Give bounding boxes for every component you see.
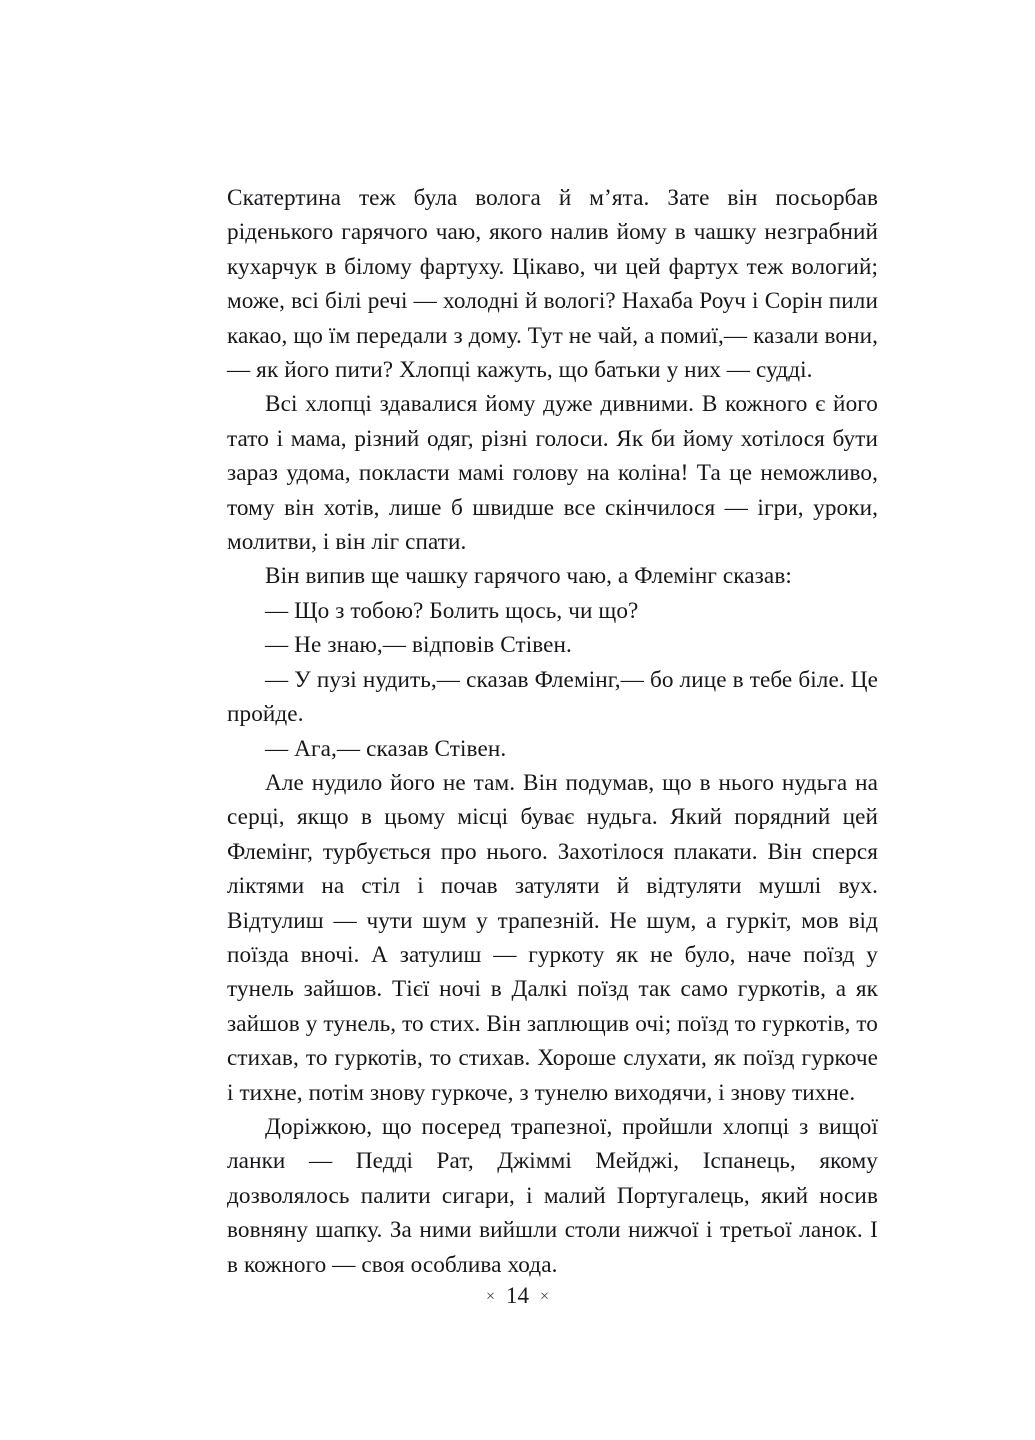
dialogue-line-dont-know: — Не знаю,— відповів Стівен.: [265, 632, 572, 659]
page-text-block: [227, 181, 878, 1282]
page-folio: [0, 1283, 1035, 1310]
dialogue-line-sick-in-your-breadbasket: — У пузі нудить,— сказав Флемінг,— бо лице в тебе біле. Це пройде.: [227, 666, 878, 728]
paragraph-fleming-said: Він випив ще чашку гарячого чаю, а Флемінг сказав:: [265, 563, 792, 590]
dialogue-line-oh: — Ага,— сказав Стівен.: [265, 735, 507, 762]
paragraph-boys-seemed-strange: Всі хлопці здавалися йому дуже дивними. В кожного є його тато і мама, різний одяг, різні голоси. Як би йому хотілося бути зараз удома, покласти мамі голову на коліна! Та це неможливо, тому він хотів, лише б швидше все скінчилося — ігри, уроки, молитви, і він ліг спати.: [227, 391, 878, 556]
dialogue-line-whats-wrong: — Що з тобою? Болить щось, чи що?: [265, 597, 639, 624]
paragraph-continued: Скатертина теж була волога й м’ята. Зате він посьорбав ріденького гарячого чаю, якого налив йому в чашку незграбний кухарчук в білому фартуху. Цікаво, чи цей фартух теж вологий; може, всі білі речі — холодні й вологі? Нахаба Роуч і Сорін пили какао, що їм передали з дому. Тут не чай, а помиї,— казали вони,— як його пити? Хлопці кажуть, що батьки у них — судді.: [227, 185, 878, 384]
folio-ornament-right-icon: ×: [540, 1288, 550, 1305]
paragraph-boys-marching: Доріжкою, що посеред трапезної, пройшли хлопці з вищої ланки — Педді Рат, Джіммі Мейджі, Іспанець, якому дозволялось палити сигари, і малий Португалець, який носив вовняну шапку. За ними вийшли столи нижчої і третьої ланок. І в кожного — своя особлива хода.: [227, 1113, 878, 1278]
page-number: 14: [506, 1283, 529, 1308]
paragraph-train-tunnel: Але нудило його не там. Він подумав, що в нього нудьга на серці, якщо в цьому місці буває нудьга. Який порядний цей Флемінг, турбується про нього. Захотілося плакати. Він сперся ліктями на стіл і почав затуляти й відтуляти мушлі вух. Відтулиш — чути шум у трапезній. Не шум, а гуркіт, мов від поїзда вночі. А затулиш — гуркоту як не було, наче поїзд у тунель зайшов. Тієї ночі в Далкі поїзд так само гуркотів, а як зайшов у тунель, то стих. Він заплющив очі; поїзд то гуркотів, то стихав, то гуркотів, то стихав. Хороше слухати, як поїзд гуркоче і тихне, потім знову гуркоче, з тунелю виходячи, і знову тихне.: [227, 769, 878, 1106]
folio-ornament-left-icon: ×: [485, 1288, 495, 1305]
